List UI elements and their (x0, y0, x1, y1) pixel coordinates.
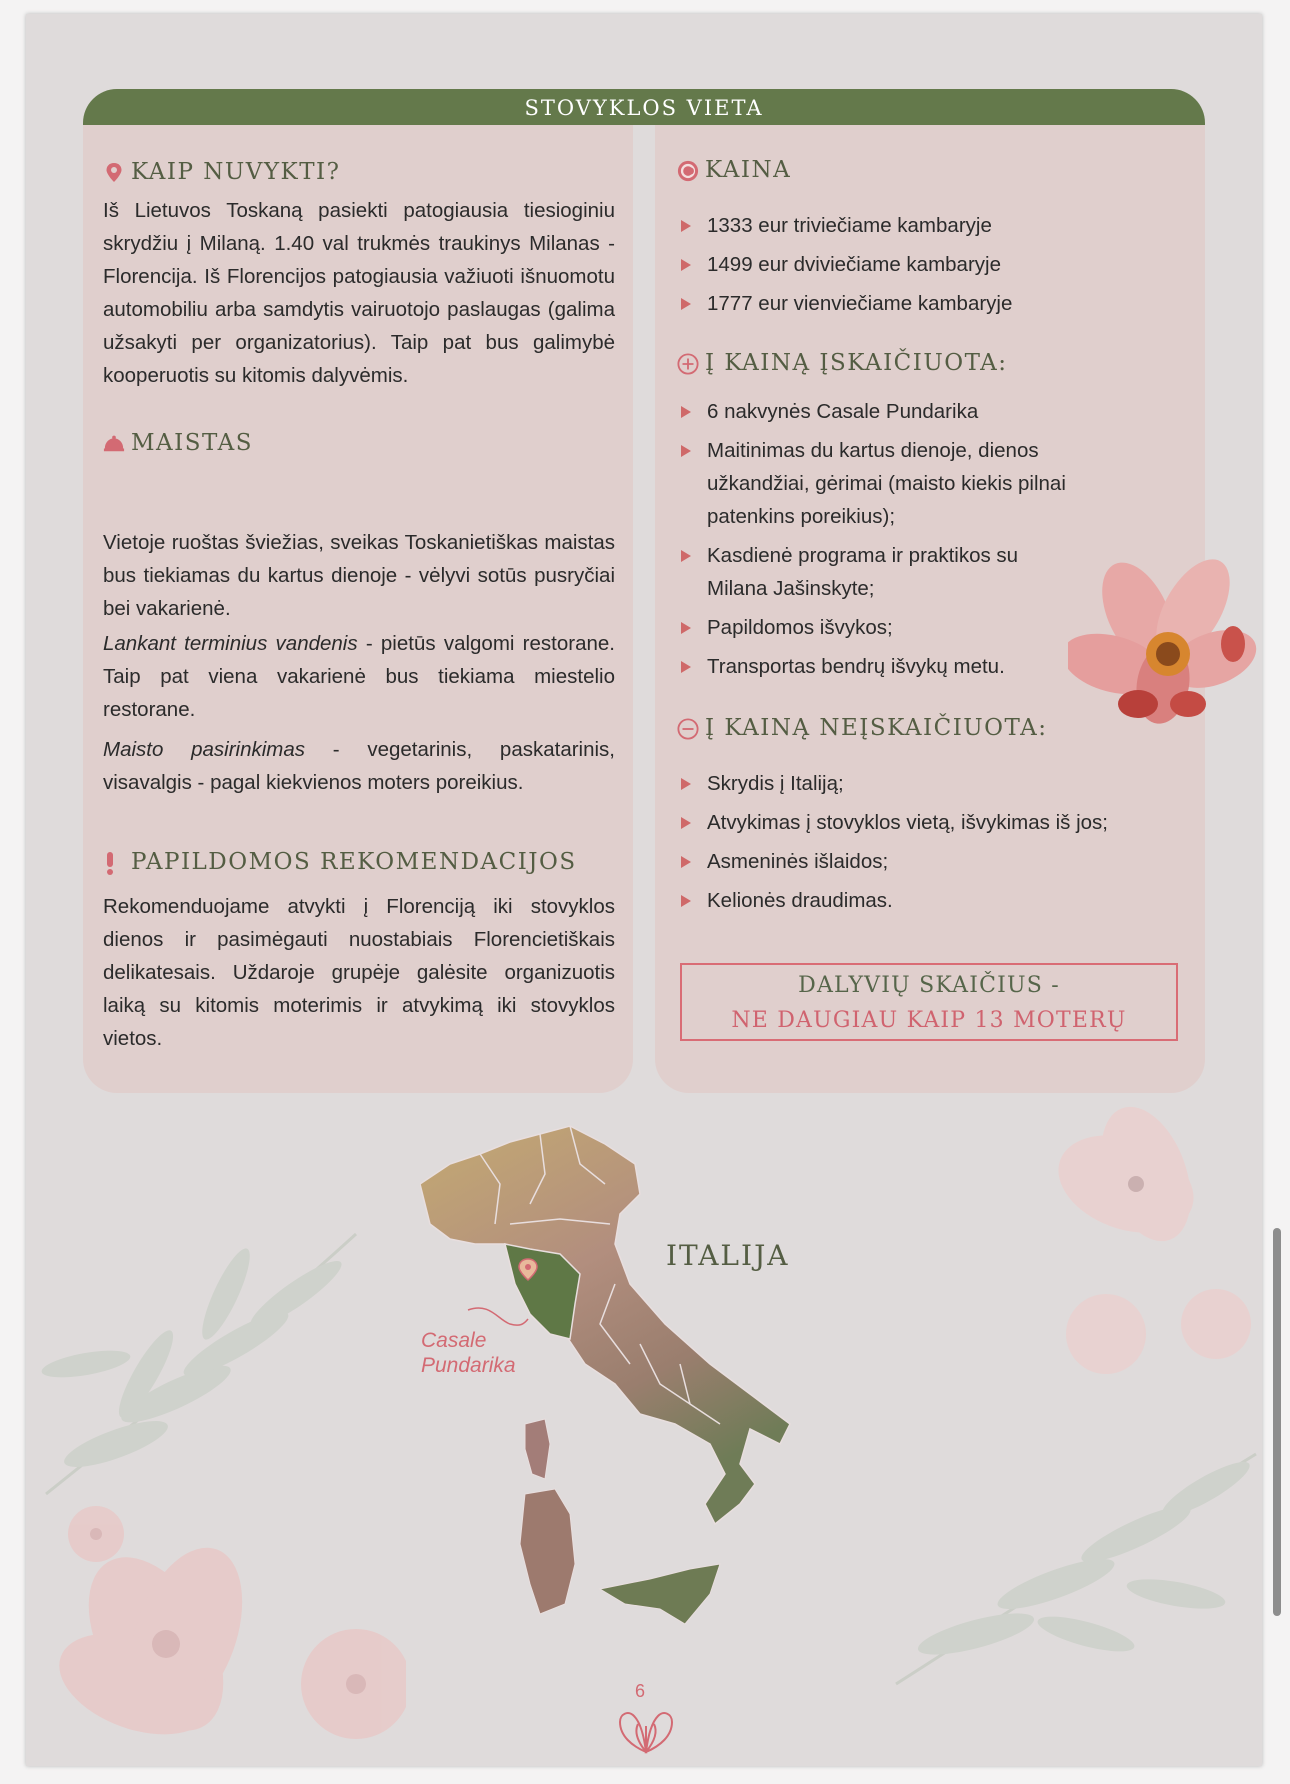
decorative-leaves-right (886, 1394, 1262, 1714)
list-item: Kelionės draudimas. (677, 884, 1187, 917)
plus-circle-icon (677, 352, 699, 374)
iskaiciuota-heading (677, 350, 1008, 376)
list-item: Transportas bendrų išvykų metu. (677, 650, 1077, 683)
map-pointer-line (468, 1308, 528, 1325)
neiskaiciuota-heading (677, 715, 1047, 741)
rekomendacijos-title: PAPILDOMOS REKOMENDACIJOS (131, 849, 577, 875)
list-item: Maitinimas du kartus dienoje, dienos užkandžiai, gėrimai (maisto kiekis pilnai patenkins poreikius); (677, 434, 1077, 533)
italy-mainland (420, 1126, 790, 1524)
maistas-p2-rest: - pietūs valgomi restorane. Taip pat viena vakarienė bus tiekiama miestelio restorane. (103, 632, 615, 721)
rekomendacijos-text: Rekomenduojame atvykti į Florenciją iki stovyklos dienos ir pasimėgauti nuostabiais Florencietiškais delikatesais. Uždaroje grupėje galėsite organizuotis laiką su kitomis moterimis ir atvykimą iki stovyklos vietos. (103, 895, 615, 1050)
section-banner: STOVYKLOS VIETA (83, 89, 1205, 125)
list-item: 1777 eur vienviečiame kambaryje (677, 287, 1177, 320)
price-coin-icon (677, 159, 699, 181)
scrollbar-track[interactable] (1272, 0, 1284, 1784)
kaip-nuvykti-text: Iš Lietuvos Toskaną pasiekti patogiausia tiesioginiu skrydžiu į Milaną. 1.40 val trukmės traukinys Milanas - Florencija. Iš Florencijos patogiausia važiuoti išnuomotu automobiliu arba samdytis vairuotojo paslaugas (galima užsakyti per organizatorius). Taip pat bus galimybė kooperuotis su kitomis dalyvėmis. (103, 199, 615, 387)
list-item: Papildomos išvykos; (677, 611, 1077, 644)
participants-box (680, 963, 1178, 1041)
scrollbar-thumb[interactable] (1273, 1228, 1281, 1616)
list-item: 1499 eur dviviečiame kambaryje (677, 248, 1177, 281)
iskaiciuota-title: Į KAINĄ ĮSKAIČIUOTA: (705, 350, 1008, 376)
kaina-heading (677, 157, 791, 183)
list-item: 1333 eur triviečiame kambaryje (677, 209, 1177, 242)
exclamation-icon (103, 851, 125, 873)
lotus-logo-icon (614, 1706, 678, 1756)
iskaiciuota-list (677, 395, 1077, 689)
food-cloche-icon (103, 432, 125, 454)
page-number: 6 (635, 1681, 646, 1701)
map-place-label (421, 1328, 516, 1378)
decorative-flowers-top-right (1036, 1104, 1262, 1394)
neiskaiciuota-list (677, 767, 1187, 923)
left-info-card (83, 125, 633, 1093)
maistas-p2-emphasis: Lankant terminius vandenis (103, 632, 358, 655)
maistas-title: MAISTAS (131, 430, 253, 456)
rekomendacijos-heading (103, 849, 577, 875)
list-item: 6 nakvynės Casale Pundarika (677, 395, 1077, 428)
kaip-nuvykti-title: KAIP NUVYKTI? (131, 159, 341, 185)
list-item: Asmeninės išlaidos; (677, 845, 1187, 878)
document-page (26, 14, 1262, 1766)
sardinia-island (520, 1489, 575, 1614)
map-country-label: ITALIJA (666, 1239, 790, 1272)
location-pin-icon (103, 161, 125, 183)
decorative-flowers-bottom-left (26, 1454, 406, 1766)
watercolor-flower-illustration (1068, 554, 1258, 724)
maistas-paragraph-1: Vietoje ruoštas šviežias, sveikas Toskanietiškas maistas bus tiekiamas du kartus dienoje - vėlyvi sotūs pusryčiai bei vakarienė. (103, 531, 615, 620)
maistas-paragraph-2 (103, 627, 615, 726)
maistas-heading (103, 430, 253, 456)
italy-map (420, 1124, 900, 1674)
participants-line-1: DALYVIŲ SKAIČIUS - (798, 973, 1060, 998)
kaina-title: KAINA (705, 157, 792, 183)
kaina-list (677, 209, 1177, 326)
maistas-paragraph-3 (103, 733, 615, 799)
map-place-line-2: Pundarika (421, 1354, 516, 1377)
list-item: Atvykimas į stovyklos vietą, išvykimas iš jos; (677, 806, 1187, 839)
kaip-nuvykti-heading (103, 159, 340, 185)
participants-line-2: NE DAUGIAU KAIP 13 MOTERŲ (731, 1008, 1127, 1033)
neiskaiciuota-title: Į KAINĄ NEĮSKAIČIUOTA: (705, 715, 1048, 741)
sicily-island (600, 1564, 720, 1624)
list-item: Skrydis į Italiją; (677, 767, 1187, 800)
list-item: Kasdienė programa ir praktikos su Milana Jašinskyte; (677, 539, 1077, 605)
maistas-p3-rest: - vegetarinis, paskatarinis, visavalgis - pagal kiekvienos moters poreikius. (103, 738, 616, 794)
minus-circle-icon (677, 717, 699, 739)
maistas-p3-emphasis: Maisto pasirinkimas (103, 738, 306, 761)
map-place-line-1: Casale (421, 1329, 487, 1352)
corsica-island (525, 1419, 550, 1479)
